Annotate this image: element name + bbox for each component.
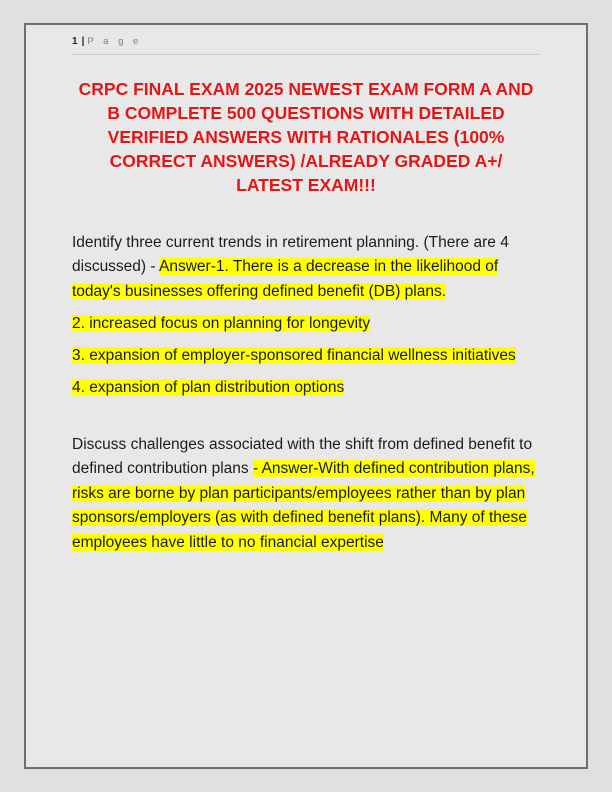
paragraph [72, 433, 540, 555]
paragraph [72, 231, 540, 304]
highlighted-answer-text: 2. increased focus on planning for longevity [72, 314, 371, 332]
highlighted-answer-text: 4. expansion of plan distribution options [72, 378, 345, 396]
question-text: Identify three current trends in retirement planning. (There are 4 discussed) - [72, 234, 509, 276]
paragraph [72, 376, 540, 400]
document-page [24, 23, 588, 769]
paragraph [72, 312, 540, 336]
page-header-separator: | [81, 36, 85, 47]
page-header [72, 36, 540, 55]
highlighted-answer-text: Answer-1. There is a decrease in the likelihood of today's businesses offering defined benefit (DB) plans. [72, 258, 499, 300]
page-header-label: P a g e [87, 36, 142, 47]
document-body [72, 231, 540, 555]
question-text: Discuss challenges associated with the shift from defined benefit to defined contribution plans [72, 435, 533, 478]
highlighted-answer-text: - Answer-With defined contribution plans, risks are borne by plan participants/employees rather than by plan sponsors/employers (as with defined benefit plans). Many of these employees have little to no financial expertise [72, 460, 535, 551]
paragraph [72, 344, 540, 368]
document-title: CRPC FINAL EXAM 2025 NEWEST EXAM FORM A AND B COMPLETE 500 QUESTIONS WITH DETAILED VERIFIED ANSWERS WITH RATIONALES (100% CORRECT ANSWERS) /ALREADY GRADED A+/ LATEST EXAM!!! [78, 79, 534, 195]
highlighted-answer-text: 3. expansion of employer-sponsored financial wellness initiatives [72, 346, 516, 364]
page-number: 1 [72, 36, 78, 47]
